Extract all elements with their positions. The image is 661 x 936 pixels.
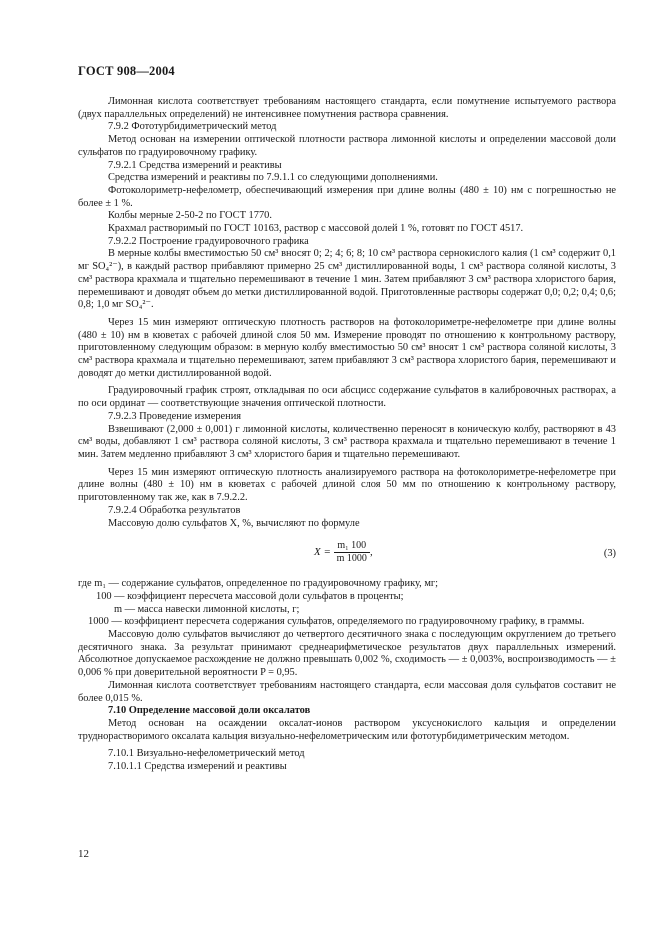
paragraph: Лимонная кислота соответствует требованиям настоящего стандарта, если массовая доля сульфатов составит не более 0,015 %. bbox=[78, 679, 616, 704]
formula-numerator: m₁ 100 bbox=[334, 540, 370, 553]
section-heading-7-9-2-2: 7.9.2.2 Построение градуировочного графика bbox=[108, 235, 309, 247]
formula-lhs: X = bbox=[314, 546, 331, 559]
paragraph: Колбы мерные 2-50-2 по ГОСТ 1770. bbox=[108, 210, 272, 222]
section-heading-7-9-2-4: 7.9.2.4 Обработка результатов bbox=[108, 504, 241, 516]
paragraph: Метод основан на измерении оптической плотности раствора лимонной кислоты и определении массовой доли сульфатов по градуировочному графику. bbox=[78, 134, 616, 158]
definition-item: m — масса навески лимонной кислоты, г; bbox=[114, 603, 300, 615]
definition-item: 1000 — коэффициент пересчета содержания сульфатов, определяемого по градуировочному графику, в граммы. bbox=[88, 616, 585, 628]
equation-number: (3) bbox=[603, 548, 616, 560]
section-heading-7-9-2-3: 7.9.2.3 Проведение измерения bbox=[108, 410, 242, 422]
paragraph: Лимонная кислота соответствует требованиям настоящего стандарта, если помутнение испытуемого раствора (двух параллельных определений) не интенсивнее помутнения раствора сравнения. bbox=[78, 96, 616, 120]
paragraph: Массовую долю сульфатов вычисляют до четвертого десятичного знака с последующим округлением до третьего десятичного знака. За результат принимают среднеарифметическое результатов двух параллельных измерений. Абсолютное допускаемое расхождение не должно превышать 0,002 %, сходимость — ± 0,003%, воспроизводимость — ± 0,006 % при доверительной вероятности P = 0,95. bbox=[78, 629, 616, 679]
formula-denominator: m 1000 bbox=[336, 553, 367, 565]
section-heading-7-10: 7.10 Определение массовой доли оксалатов bbox=[108, 705, 311, 717]
formula-tail: , bbox=[369, 546, 373, 559]
paragraph: Массовую долю сульфатов X, %, вычисляют по формуле bbox=[108, 517, 360, 529]
definition-item: где m₁ — содержание сульфатов, определенное по градуировочному графику, мг; bbox=[78, 578, 439, 590]
section-heading-7-10-1-1: 7.10.1.1 Средства измерений и реактивы bbox=[108, 761, 287, 773]
paragraph: Крахмал растворимый по ГОСТ 10163, раствор с массовой долей 1 %, готовят по ГОСТ 4517. bbox=[108, 223, 524, 235]
paragraph: Через 15 мин измеряют оптическую плотность анализируемого раствора на фотоколориметре-нефелометре при длине волны (480 ± 10) нм в кюветах с рабочей длиной слоя 50 мм по отношению к контрольному раствору, приготовленному так же, как в 7.9.2.2. bbox=[78, 466, 616, 504]
formula-fraction bbox=[334, 540, 370, 565]
section-heading-7-9-2-1: 7.9.2.1 Средства измерений и реактивы bbox=[108, 159, 282, 171]
section-heading-7-10-1: 7.10.1 Визуально-нефелометрический метод bbox=[108, 748, 305, 760]
paragraph: Взвешивают (2,000 ± 0,001) г лимонной кислоты, количественно переносят в коническую колбу, растворяют в 43 см³ воды, добавляют 1 см³ раствора соляной кислоты, 3 см³ раствора крахмала и тщательно перемешивают в течение 1 мин. Затем медленно прибавляют 3 см³ хлористого бария и тщательно перемешивают. bbox=[78, 423, 616, 460]
definition-item: 100 — коэффициент пересчета массовой доли сульфатов в проценты; bbox=[96, 590, 404, 602]
section-heading-7-9-2: 7.9.2 Фототурбидиметрический метод bbox=[108, 121, 277, 133]
paragraph: Метод основан на осаждении оксалат-ионов раствором уксуснокислого кальция и определении труднорастворимого оксалата кальция визуально-нефелометрическим или фототурбидиметрическим методом. bbox=[78, 717, 616, 742]
formula bbox=[314, 540, 373, 565]
paragraph: Градуировочный график строят, откладывая по оси абсцисс содержание сульфатов в калибровочных растворах, а по оси ординат — соответствующие значения оптической плотности. bbox=[78, 385, 616, 410]
paragraph: Через 15 мин измеряют оптическую плотность растворов на фотоколориметре-нефелометре при длине волны (480 ± 10) нм в кюветах с рабочей длиной слоя 50 мм. Измерение проводят по отношению к контрольному раствору, приготовленному следующим образом: в мерную колбу вместимостью 50 см³ вносят 1 см³ раствора соляной кислоты, 3 см³ раствора крахмала и тщательно перемешивают, затем прибавляют 3 см³ раствора хлористого бария, перемешивают и доводят до метки дистиллированной водой. bbox=[78, 316, 616, 379]
page-header-standard: ГОСТ 908—2004 bbox=[78, 64, 175, 78]
definitions-list bbox=[78, 578, 616, 629]
paragraph: В мерные колбы вместимостью 50 см³ вносят 0; 2; 4; 6; 8; 10 см³ раствора сернокислого калия (1 см³ содержит 0,1 мг SO₄²⁻), в каждый раствор прибавляют примерно 25 см³ дистиллированной воды, 1 см³ раствора соляной кислоты, 3 см³ раствора крахмала и тщательно перемешивают в течение 1 мин. Затем прибавляют 3 см³ раствора хлористого бария, перемешивают и доводят объем до метки дистиллированной водой. Приготовленные растворы содержат 0,0; 0,2; 0,4; 0,6; 0,8; 1,0 мг SO₄²⁻. bbox=[78, 248, 616, 311]
document-body bbox=[78, 96, 616, 774]
paragraph: Средства измерений и реактивы по 7.9.1.1 со следующими дополнениями. bbox=[108, 172, 438, 184]
formula-block bbox=[78, 538, 616, 572]
paragraph: Фотоколориметр-нефелометр, обеспечивающий измерения при длине волны (480 ± 10) нм с погрешностью не более ± 1 %. bbox=[78, 184, 616, 209]
page-number: 12 bbox=[78, 848, 89, 860]
